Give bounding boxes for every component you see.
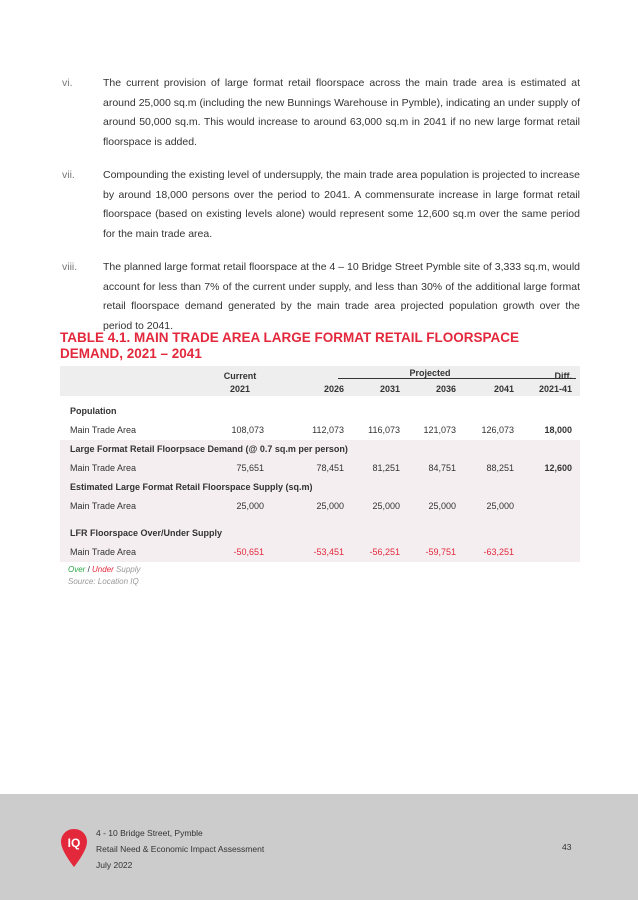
section-title: LFR Floorspace Over/Under Supply	[60, 524, 580, 542]
header-diff-period: 2021-41	[538, 384, 572, 394]
section-title: Large Format Retail Floorpsace Demand (@ 0.7 sq.m per person)	[60, 440, 580, 458]
cell-diff: 18,000	[544, 425, 572, 435]
row-label: Main Trade Area	[70, 463, 137, 473]
cell-diff: 12,600	[544, 463, 572, 473]
list-item	[62, 74, 580, 152]
paragraph-text: Compounding the existing level of undersupply, the main trade area population is projected to increase by around 18,000 persons over the period to 2041. A commensurate increase in large format retail floorspace (based on existing levels alone) would represent some 12,600 sq.m over the same period for the main trade area.	[103, 169, 580, 240]
header-diff: Diff.	[554, 371, 572, 381]
cell-2031: 116,073	[368, 425, 400, 435]
header-current: Current	[223, 371, 257, 381]
footer-text	[96, 825, 264, 873]
supply-legend	[68, 565, 141, 574]
legend-supply: Supply	[113, 565, 141, 574]
paragraph-text: The planned large format retail floorspace at the 4 – 10 Bridge Street Pymble site of 3,333 sq.m, would account for less than 7% of the current under supply, and less than 30% of the additional large format retail floorspace demand generated by the main trade area projected population growth over the period to 2041.	[103, 261, 580, 332]
paragraph-list	[62, 74, 580, 350]
cell-2031: -56,251	[369, 547, 400, 557]
legend-separator: /	[85, 565, 93, 574]
list-number: viii.	[62, 261, 78, 273]
header-2041: 2041	[493, 384, 514, 394]
legend-over: Over	[68, 565, 86, 574]
cell-2036: 121,073	[423, 425, 456, 435]
table-row	[60, 420, 580, 440]
header-2021: 2021	[229, 384, 251, 394]
page-footer	[0, 794, 638, 900]
list-item	[62, 258, 580, 336]
row-label: Main Trade Area	[70, 547, 137, 557]
footer-date: July 2022	[96, 860, 133, 870]
cell-2041: -63,251	[483, 547, 514, 557]
table-source: Source: Location IQ	[68, 577, 139, 586]
cell-2026: -53,451	[313, 547, 344, 557]
cell-2031: 81,251	[372, 463, 400, 473]
cell-2036: -59,751	[425, 547, 456, 557]
cell-2041: 25,000	[486, 501, 514, 511]
table-header	[60, 366, 580, 396]
header-2026: 2026	[323, 384, 344, 394]
cell-2021: 25,000	[236, 501, 264, 511]
cell-2041: 126,073	[481, 425, 514, 435]
list-number: vii.	[62, 169, 75, 181]
demand-table	[60, 366, 580, 562]
location-iq-logo	[60, 828, 88, 868]
header-projected: Projected	[409, 368, 451, 378]
cell-2021: 108,073	[231, 425, 264, 435]
row-label: Main Trade Area	[70, 501, 137, 511]
cell-2031: 25,000	[372, 501, 400, 511]
cell-2026: 78,451	[316, 463, 344, 473]
table-row	[60, 496, 580, 516]
cell-2021: 75,651	[236, 463, 264, 473]
cell-2021: -50,651	[233, 547, 264, 557]
list-item	[62, 166, 580, 244]
section-title: Population	[60, 402, 580, 420]
cell-2041: 88,251	[486, 463, 514, 473]
header-2036: 2036	[435, 384, 456, 394]
cell-2036: 25,000	[428, 501, 456, 511]
cell-2026: 112,073	[312, 425, 344, 435]
table-row	[60, 542, 580, 562]
section-title: Estimated Large Format Retail Floorspace Supply (sq.m)	[60, 478, 580, 496]
logo-text: IQ	[67, 836, 81, 850]
header-2031: 2031	[379, 384, 400, 394]
table-row	[60, 458, 580, 478]
cell-2026: 25,000	[316, 501, 344, 511]
footer-address: 4 - 10 Bridge Street, Pymble	[96, 828, 203, 838]
list-number: vi.	[62, 77, 73, 89]
row-label: Main Trade Area	[70, 425, 137, 435]
legend-under: Under	[92, 565, 114, 574]
cell-2036: 84,751	[428, 463, 456, 473]
paragraph-text: The current provision of large format retail floorspace across the main trade area is estimated at around 25,000 sq.m (including the new Bunnings Warehouse in Pymble), indicating an under supply of around 50,000 sq.m. This would increase to around 63,000 sq.m in 2041 if no new large format retail floorspace is added.	[103, 77, 580, 148]
table-title: TABLE 4.1. MAIN TRADE AREA LARGE FORMAT RETAIL FLOORSPACE DEMAND, 2021 – 2041	[60, 330, 519, 361]
footer-report-title: Retail Need & Economic Impact Assessment	[96, 844, 265, 854]
page-number: 43	[562, 842, 572, 852]
